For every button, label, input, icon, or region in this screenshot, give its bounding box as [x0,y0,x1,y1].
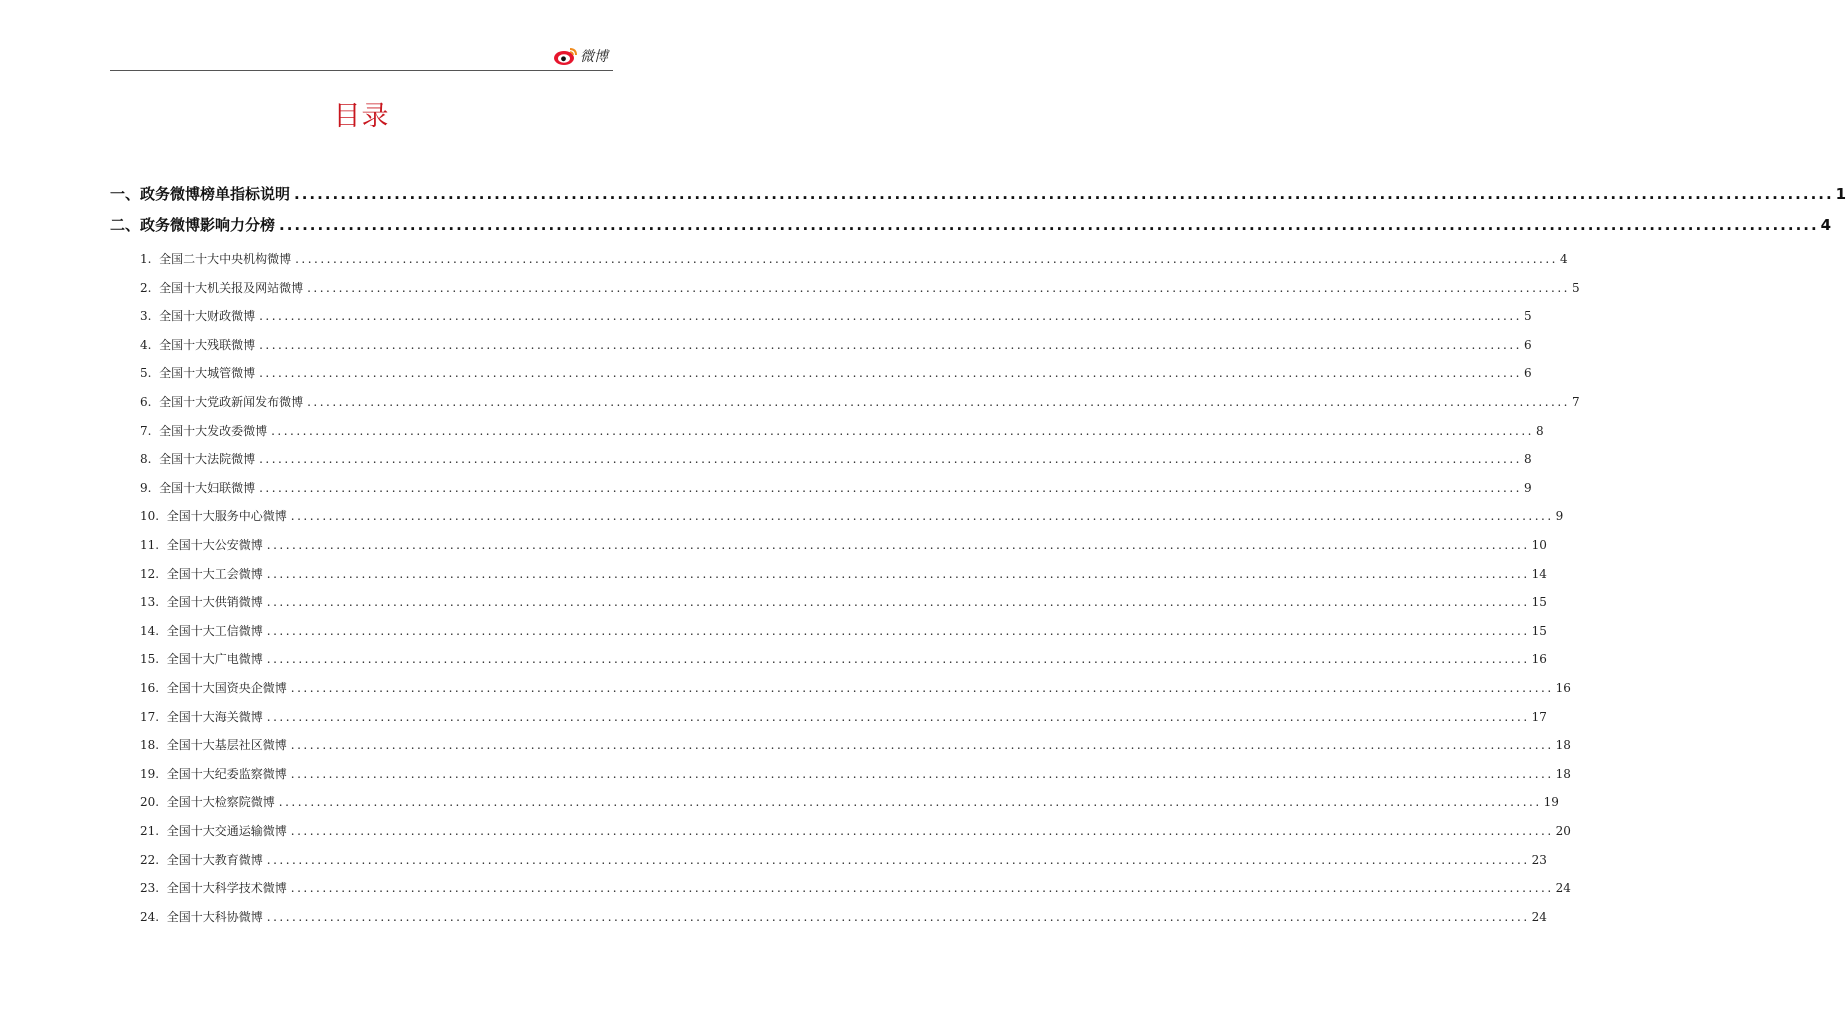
toc-item-title: 全国二十大中央机构微博 [159,252,292,266]
toc-item-entry[interactable] [140,450,1532,467]
toc-item-label [140,336,255,353]
toc-page-number: 15 [1531,595,1547,610]
toc-leader-dots: ........................................................................................................................................................................................................ [259,452,1522,467]
toc-page-number: 16 [1531,652,1547,667]
toc-page-number: 18 [1555,738,1571,753]
toc-item-entry[interactable] [140,908,1547,924]
toc-leader-dots: ........................................................................................................................................................................................................ [290,509,1554,524]
toc-item-entry[interactable] [140,879,1571,896]
toc-item-label [140,622,263,639]
toc-item-number: 17. [140,709,160,724]
toc-item-number: 10. [140,509,160,524]
toc-page-number: 8 [1524,452,1532,467]
toc-leader-dots: ........................................................................................................................................................................................................ [307,280,1570,295]
toc-item-entry[interactable] [140,307,1532,324]
toc-page-number: 1 [1835,185,1846,203]
toc-item-number: 13. [140,595,160,610]
toc-item-number: 20. [140,795,160,810]
toc-item-number: 5. [140,366,152,381]
toc-item-entry[interactable] [140,507,1564,524]
toc-item-entry[interactable] [140,479,1532,495]
toc-item-number: 23. [140,881,160,896]
toc-item-number: 14. [140,623,160,638]
toc-item-label [140,679,287,696]
toc-leader-dots: ........................................................................................................................................................................................................ [266,595,1530,610]
toc-item-label [140,307,255,324]
toc-item-entry[interactable] [140,565,1547,581]
toc-page-number: 9 [1555,509,1564,524]
toc-item-title: 全国十大发改委微博 [159,423,268,438]
toc-item-label [140,507,287,524]
toc-item-number: 24. [140,909,160,924]
toc-page-number: 4 [1820,216,1832,234]
toc-item-title: 全国十大财政微博 [159,309,256,324]
toc-item-label [140,479,255,496]
toc-item-label [140,393,303,410]
toc-leader-dots: ........................................................................................................................................................................................................ [266,852,1530,867]
toc-item-number: 7. [140,423,152,438]
toc-leader-dots: ........................................................................................................................................................................................................ [294,185,1834,203]
toc-leader-dots: ........................................................................................................................................................................................................ [259,366,1522,381]
toc-item-title: 全国十大纪委监察微博 [166,766,287,781]
toc-page-number: 14 [1531,566,1547,581]
toc-item-entry[interactable] [140,650,1547,667]
toc-item-label [140,736,287,753]
toc-page-number: 8 [1536,423,1544,438]
toc-page-number: 6 [1524,366,1532,381]
toc-item-number: 22. [140,852,160,867]
toc-leader-dots: ........................................................................................................................................................................................................ [279,216,1819,234]
toc-item-title: 全国十大科协微博 [166,909,263,924]
page-title: 目录 [333,101,390,132]
toc-item-number: 6. [140,395,152,409]
header-divider [110,70,613,71]
toc-item-label [140,708,263,725]
toc-item-title: 全国十大公安微博 [166,538,263,552]
toc-item-label [140,908,263,925]
toc-item-label [140,250,291,267]
toc-item-label [140,650,263,667]
toc-item-label [140,422,267,439]
toc-leader-dots: ........................................................................................................................................................................................................ [290,681,1554,695]
toc-item-label [140,565,263,582]
toc-item-entry[interactable] [140,793,1559,810]
toc-item-number: 9. [140,480,152,495]
toc-item-number: 2. [140,280,152,295]
toc-item-title: 全国十大教育微博 [166,852,263,867]
toc-item-number: 4. [140,337,152,352]
toc-item-label [140,793,275,810]
toc-item-label [140,822,287,839]
toc-item-title: 全国十大广电微博 [166,652,263,667]
toc-item-title: 全国十大城管微博 [159,366,256,381]
toc-leader-dots: ........................................................................................................................................................................................................ [290,824,1554,838]
toc-item-entry[interactable] [140,708,1547,724]
toc-item-entry[interactable] [140,851,1547,867]
toc-item-title: 全国十大检察院微博 [166,795,275,810]
toc-item-title: 全国十大残联微博 [159,337,256,352]
toc-item-label [140,536,263,553]
toc-leader-dots: ........................................................................................................................................................................................................ [266,909,1530,924]
toc-item-entry[interactable] [140,422,1544,438]
toc-item-entry[interactable] [140,364,1532,381]
toc-page-number: 10 [1531,538,1547,552]
toc-leader-dots: ........................................................................................................................................................................................................ [266,709,1530,724]
toc-leader-dots: ........................................................................................................................................................................................................ [290,738,1554,753]
toc-leader-dots: ........................................................................................................................................................................................................ [271,423,1534,438]
toc-item-entry[interactable] [140,679,1571,695]
toc-leader-dots: ........................................................................................................................................................................................................ [295,252,1558,266]
toc-item-label [140,593,263,610]
toc-item-title: 全国十大供销微博 [166,595,263,610]
toc-item-title: 全国十大国资央企微博 [166,681,287,695]
toc-item-entry[interactable] [140,250,1568,266]
toc-page-number: 16 [1555,681,1571,695]
toc-item-entry[interactable] [140,336,1532,352]
toc-leader-dots: ........................................................................................................................................................................................................ [259,337,1522,352]
toc-item-label [140,364,255,381]
toc-section-label: 二、政务微博影响力分榜 [110,216,276,234]
toc-leader-dots: ........................................................................................................................................................................................................ [290,766,1554,781]
toc-page-number: 4 [1560,252,1568,266]
toc-item-entry[interactable] [140,622,1547,638]
toc-page-number: 19 [1543,795,1559,810]
toc-item-title: 全国十大交通运输微博 [166,824,287,838]
toc-item-entry[interactable] [140,393,1580,409]
toc-item-title: 全国十大党政新闻发布微博 [159,395,304,409]
toc-item-title: 全国十大法院微博 [159,452,256,467]
brand-name: 微博 [580,49,608,65]
toc-item-entry[interactable] [140,279,1580,295]
toc-item-number: 21. [140,824,160,838]
toc-section-entry[interactable] [110,183,1846,203]
toc-item-number: 1. [140,252,152,266]
toc-page-number: 23 [1531,852,1547,867]
toc-leader-dots: ........................................................................................................................................................................................................ [266,538,1530,552]
toc-page-number: 18 [1555,766,1571,781]
toc-page-number: 15 [1531,623,1547,638]
toc-item-title: 全国十大服务中心微博 [166,509,287,524]
weibo-eye-icon [553,46,579,66]
toc-leader-dots: ........................................................................................................................................................................................................ [278,795,1542,810]
toc-item-label [140,450,255,467]
toc-page-number: 7 [1572,395,1580,409]
toc-item-entry[interactable] [140,593,1547,610]
toc-item-number: 8. [140,452,152,467]
toc-page-number: 5 [1572,280,1580,295]
toc-item-number: 18. [140,738,160,753]
toc-page-number: 6 [1524,337,1532,352]
toc-leader-dots: ........................................................................................................................................................................................................ [266,623,1530,638]
toc-page-number: 9 [1524,480,1532,495]
toc-item-title: 全国十大妇联微博 [159,480,256,495]
toc-item-number: 11. [140,538,160,552]
toc-leader-dots: ........................................................................................................................................................................................................ [266,566,1530,581]
toc-item-entry[interactable] [140,822,1571,838]
toc-page-number: 17 [1531,709,1547,724]
toc-item-title: 全国十大工会微博 [166,566,263,581]
toc-section-entry[interactable] [110,214,1832,234]
toc-leader-dots: ........................................................................................................................................................................................................ [259,480,1522,495]
toc-item-title: 全国十大机关报及网站微博 [159,280,304,295]
toc-item-number: 19. [140,766,160,781]
toc-item-entry[interactable] [140,765,1571,781]
toc-item-entry[interactable] [140,536,1547,552]
toc-leader-dots: ........................................................................................................................................................................................................ [290,881,1554,896]
toc-page-number: 24 [1555,881,1571,896]
toc-page-number: 24 [1531,909,1547,924]
toc-page-number: 20 [1555,824,1571,838]
toc-item-number: 16. [140,681,160,695]
toc-item-number: 15. [140,652,160,667]
toc-item-label [140,851,263,868]
weibo-logo [553,44,608,68]
toc-section-label: 一、政务微博榜单指标说明 [110,185,291,203]
toc-item-title: 全国十大科学技术微博 [166,881,287,896]
toc-leader-dots: ........................................................................................................................................................................................................ [259,309,1522,324]
toc-item-title: 全国十大海关微博 [166,709,263,724]
toc-leader-dots: ........................................................................................................................................................................................................ [266,652,1530,667]
toc-item-label [140,879,287,896]
toc-page-number: 5 [1524,309,1532,324]
toc-item-number: 12. [140,566,160,581]
toc-item-title: 全国十大基层社区微博 [166,738,287,753]
toc-item-title: 全国十大工信微博 [166,623,263,638]
toc-item-label [140,765,287,782]
toc-item-number: 3. [140,309,152,324]
toc-item-label [140,279,303,296]
toc-leader-dots: ........................................................................................................................................................................................................ [307,395,1570,409]
toc-item-entry[interactable] [140,736,1571,753]
